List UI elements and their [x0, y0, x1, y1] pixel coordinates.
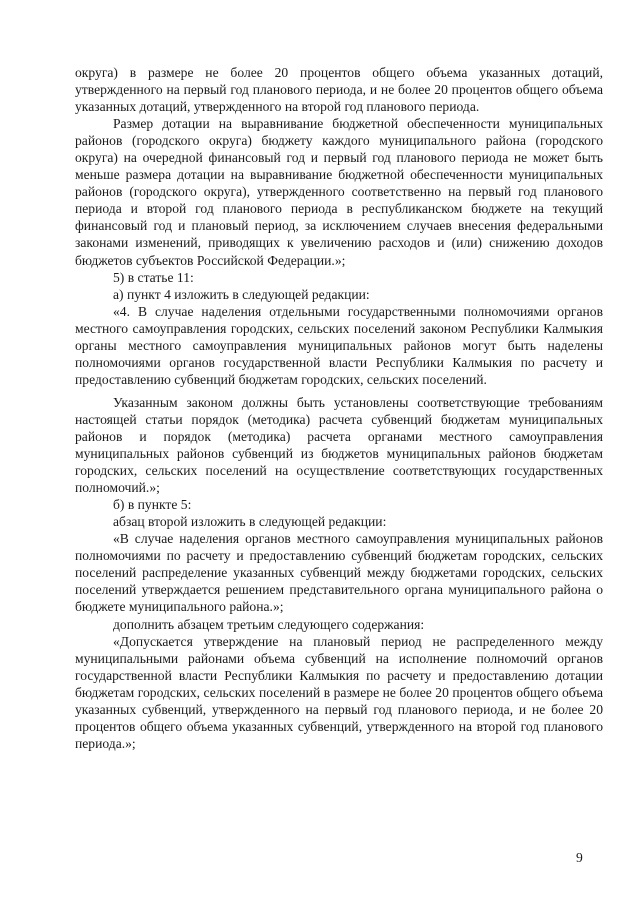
paragraph-third-abzac: дополнить абзацем третьим следующего содержания: [113, 616, 425, 632]
page-number: 9 [576, 850, 583, 865]
paragraph-subvention-distribution: «В случае наделения органов местного самоуправления муниципальных районов полномочиями по расчету и предоставлению субвенций бюджетам городских, сельских поселений распределение указанных субвенций между бюджетами городских, сельских поселений утверждается решением представительного органа муниципального района о бюджете муниципального района.»; [75, 531, 603, 615]
paragraph-clause-4: «4. В случае наделения отдельными государственными полномочиями органов местного самоуправления городских, сельских поселений законом Республики Калмыкия органы местного самоуправления муниципальных районов могут быть наделены полномочиями органов государственной власти Республики Калмыкия по расчету и предоставлению субвенций бюджетам городских, сельских поселений. [75, 303, 603, 387]
paragraph-item-b: б) в пункте 5: [113, 497, 192, 513]
paragraph-item-5: 5) в статье 11: [113, 269, 194, 285]
paragraph-second-abzac: абзац второй изложить в следующей редакции: [113, 514, 387, 530]
paragraph-continuation: округа) в размере не более 20 процентов общего объема указанных дотаций, утвержденного на первый год планового периода, и не более 20 процентов общего объема указанных дотаций, утвержденного на второй год планового периода. [75, 65, 603, 115]
paragraph-planning-period: «Допускается утверждение на плановый период не распределенного между муниципальными районами объема субвенций на исполнение полномочий органов государственной власти Республики Калмыкия по расчету и предоставлению дотации бюджетам городских, сельских поселений в размере не более 20 процентов общего объема указанных субвенций, утвержденного на первый год планового периода, и не более 20 процентов общего объема указанных субвенций, утвержденного на второй год планового периода.»; [75, 633, 603, 751]
paragraph-item-a: а) пункт 4 изложить в следующей редакции: [113, 286, 370, 302]
paragraph-subsidy-size: Размер дотации на выравнивание бюджетной обеспеченности муниципальных районов (городского округа) бюджету каждого муниципального района (городского округа) на очередной финансовый год и первый год планового периода не может быть меньше размера дотации на выравнивание бюджетной обеспеченности муниципальных районов (городского округа), утвержденного соответственно на первый год планового периода и второй год планового периода в республиканском бюджете на текущий финансовый год и плановый период, за исключением случаев внесения федеральными законами изменений, приводящих к увеличению расходов и (или) снижению доходов бюджетов субъектов Российской Федерации.»; [75, 116, 603, 268]
document-body [75, 64, 603, 752]
paragraph-law-requirements: Указанным законом должны быть установлены соответствующие требованиям настоящей статьи порядок (методика) расчета субвенций бюджетам муниципальных районов и порядок (методика) расчета органами местного самоуправления муниципальных районов субвенций из бюджетов муниципальных районов бюджетам городских, сельских поселений на осуществление соответствующих государственных полномочий.»; [75, 394, 603, 496]
